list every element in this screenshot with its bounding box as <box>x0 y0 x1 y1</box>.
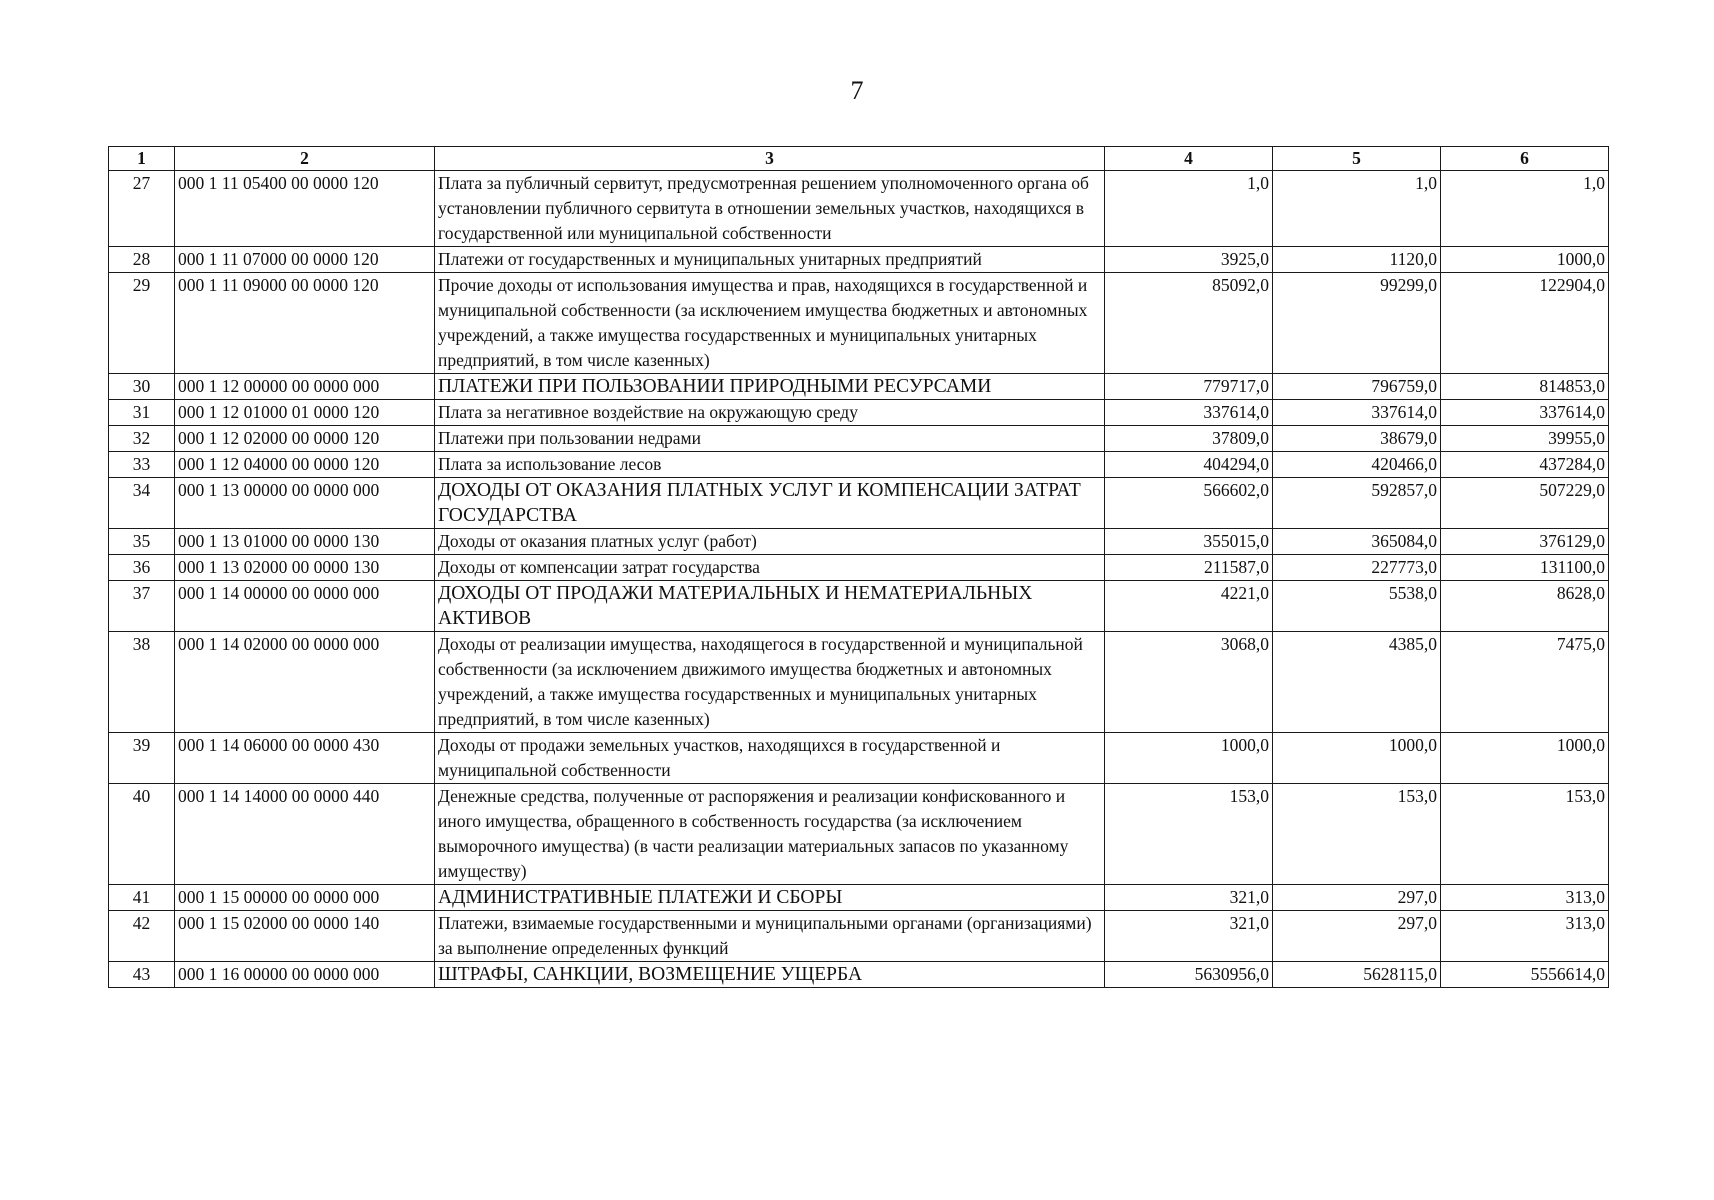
value-col5-cell: 297,0 <box>1273 885 1441 911</box>
value-col6-cell: 8628,0 <box>1441 581 1609 632</box>
value-col5-cell: 420466,0 <box>1273 452 1441 478</box>
value-col6-cell: 39955,0 <box>1441 426 1609 452</box>
table-row <box>109 911 1609 962</box>
budget-code-cell: 000 1 14 06000 00 0000 430 <box>175 733 435 784</box>
budget-code-cell: 000 1 11 07000 00 0000 120 <box>175 247 435 273</box>
budget-code-cell: 000 1 14 02000 00 0000 000 <box>175 632 435 733</box>
value-col4-cell: 355015,0 <box>1105 529 1273 555</box>
value-col5-cell: 227773,0 <box>1273 555 1441 581</box>
column-header-4: 4 <box>1105 147 1273 171</box>
row-number-cell: 41 <box>109 885 175 911</box>
header-row <box>109 147 1609 171</box>
column-header-2: 2 <box>175 147 435 171</box>
value-col6-cell: 814853,0 <box>1441 374 1609 400</box>
row-number-cell: 38 <box>109 632 175 733</box>
value-col4-cell: 566602,0 <box>1105 478 1273 529</box>
row-number-cell: 40 <box>109 784 175 885</box>
value-col5-cell: 38679,0 <box>1273 426 1441 452</box>
row-number-cell: 43 <box>109 962 175 988</box>
row-number-cell: 33 <box>109 452 175 478</box>
row-number-cell: 42 <box>109 911 175 962</box>
value-col6-cell: 313,0 <box>1441 885 1609 911</box>
row-number-cell: 31 <box>109 400 175 426</box>
table-row <box>109 452 1609 478</box>
budget-code-cell: 000 1 16 00000 00 0000 000 <box>175 962 435 988</box>
column-header-6: 6 <box>1441 147 1609 171</box>
value-col6-cell: 122904,0 <box>1441 273 1609 374</box>
value-col5-cell: 297,0 <box>1273 911 1441 962</box>
row-number-cell: 37 <box>109 581 175 632</box>
revenue-name-cell: ПЛАТЕЖИ ПРИ ПОЛЬЗОВАНИИ ПРИРОДНЫМИ РЕСУРСАМИ <box>435 374 1105 400</box>
value-col4-cell: 3068,0 <box>1105 632 1273 733</box>
revenue-name-cell: Денежные средства, полученные от распоряжения и реализации конфискованного и иного имущества, обращенного в собственность государства (за исключением выморочного имущества) (в части реализации материальных запасов по указанному имуществу) <box>435 784 1105 885</box>
budget-code-cell: 000 1 12 02000 00 0000 120 <box>175 426 435 452</box>
value-col6-cell: 313,0 <box>1441 911 1609 962</box>
value-col4-cell: 153,0 <box>1105 784 1273 885</box>
value-col4-cell: 321,0 <box>1105 885 1273 911</box>
value-col4-cell: 779717,0 <box>1105 374 1273 400</box>
row-number-cell: 36 <box>109 555 175 581</box>
budget-code-cell: 000 1 15 02000 00 0000 140 <box>175 911 435 962</box>
row-number-cell: 29 <box>109 273 175 374</box>
value-col5-cell: 796759,0 <box>1273 374 1441 400</box>
revenue-name-cell: Доходы от компенсации затрат государства <box>435 555 1105 581</box>
table-row <box>109 962 1609 988</box>
page-number: 7 <box>850 76 864 105</box>
budget-code-cell: 000 1 13 01000 00 0000 130 <box>175 529 435 555</box>
revenue-name-cell: Доходы от реализации имущества, находящегося в государственной и муниципальной собственности (за исключением движимого имущества бюджетных и автономных учреждений, а также имущества государственных и муниципальных унитарных предприятий, в том числе казенных) <box>435 632 1105 733</box>
revenue-name-cell: Прочие доходы от использования имущества и прав, находящихся в государственной и муниципальной собственности (за исключением имущества бюджетных и автономных учреждений, а также имущества государственных и муниципальных унитарных предприятий, в том числе казенных) <box>435 273 1105 374</box>
table-body <box>109 171 1609 988</box>
value-col4-cell: 3925,0 <box>1105 247 1273 273</box>
revenue-name-cell: ШТРАФЫ, САНКЦИИ, ВОЗМЕЩЕНИЕ УЩЕРБА <box>435 962 1105 988</box>
value-col5-cell: 1000,0 <box>1273 733 1441 784</box>
revenue-name-cell: Платежи от государственных и муниципальных унитарных предприятий <box>435 247 1105 273</box>
value-col5-cell: 365084,0 <box>1273 529 1441 555</box>
value-col4-cell: 1,0 <box>1105 171 1273 247</box>
revenue-name-cell: Плата за использование лесов <box>435 452 1105 478</box>
row-number-cell: 32 <box>109 426 175 452</box>
budget-code-cell: 000 1 12 01000 01 0000 120 <box>175 400 435 426</box>
value-col5-cell: 1120,0 <box>1273 247 1441 273</box>
table-row <box>109 400 1609 426</box>
table-row <box>109 581 1609 632</box>
column-header-1: 1 <box>109 147 175 171</box>
row-number-cell: 28 <box>109 247 175 273</box>
value-col6-cell: 131100,0 <box>1441 555 1609 581</box>
row-number-cell: 34 <box>109 478 175 529</box>
value-col5-cell: 337614,0 <box>1273 400 1441 426</box>
budget-code-cell: 000 1 14 14000 00 0000 440 <box>175 784 435 885</box>
table-row <box>109 885 1609 911</box>
table-row <box>109 171 1609 247</box>
revenue-name-cell: Плата за публичный сервитут, предусмотренная решением уполномоченного органа об установлении публичного сервитута в отношении земельных участков, находящихся в государственной или муниципальной собственности <box>435 171 1105 247</box>
value-col6-cell: 337614,0 <box>1441 400 1609 426</box>
value-col4-cell: 85092,0 <box>1105 273 1273 374</box>
table-row <box>109 374 1609 400</box>
value-col5-cell: 4385,0 <box>1273 632 1441 733</box>
revenue-name-cell: ДОХОДЫ ОТ ПРОДАЖИ МАТЕРИАЛЬНЫХ И НЕМАТЕРИАЛЬНЫХ АКТИВОВ <box>435 581 1105 632</box>
table-row <box>109 273 1609 374</box>
budget-code-cell: 000 1 13 02000 00 0000 130 <box>175 555 435 581</box>
revenue-name-cell: Платежи при пользовании недрами <box>435 426 1105 452</box>
value-col6-cell: 507229,0 <box>1441 478 1609 529</box>
value-col5-cell: 1,0 <box>1273 171 1441 247</box>
row-number-cell: 27 <box>109 171 175 247</box>
column-header-3: 3 <box>435 147 1105 171</box>
value-col5-cell: 5628115,0 <box>1273 962 1441 988</box>
value-col4-cell: 37809,0 <box>1105 426 1273 452</box>
table-header <box>109 147 1609 171</box>
value-col4-cell: 4221,0 <box>1105 581 1273 632</box>
value-col4-cell: 337614,0 <box>1105 400 1273 426</box>
value-col6-cell: 153,0 <box>1441 784 1609 885</box>
table-row <box>109 632 1609 733</box>
table-row <box>109 426 1609 452</box>
value-col6-cell: 7475,0 <box>1441 632 1609 733</box>
value-col5-cell: 153,0 <box>1273 784 1441 885</box>
value-col6-cell: 376129,0 <box>1441 529 1609 555</box>
table-row <box>109 784 1609 885</box>
value-col6-cell: 1,0 <box>1441 171 1609 247</box>
budget-code-cell: 000 1 14 00000 00 0000 000 <box>175 581 435 632</box>
table-row <box>109 529 1609 555</box>
value-col5-cell: 99299,0 <box>1273 273 1441 374</box>
budget-code-cell: 000 1 12 00000 00 0000 000 <box>175 374 435 400</box>
budget-code-cell: 000 1 12 04000 00 0000 120 <box>175 452 435 478</box>
value-col6-cell: 437284,0 <box>1441 452 1609 478</box>
row-number-cell: 30 <box>109 374 175 400</box>
column-header-5: 5 <box>1273 147 1441 171</box>
value-col6-cell: 1000,0 <box>1441 733 1609 784</box>
revenue-table <box>108 146 1609 988</box>
value-col4-cell: 5630956,0 <box>1105 962 1273 988</box>
table-row <box>109 247 1609 273</box>
value-col4-cell: 211587,0 <box>1105 555 1273 581</box>
table-row <box>109 733 1609 784</box>
row-number-cell: 39 <box>109 733 175 784</box>
budget-code-cell: 000 1 11 05400 00 0000 120 <box>175 171 435 247</box>
revenue-name-cell: ДОХОДЫ ОТ ОКАЗАНИЯ ПЛАТНЫХ УСЛУГ И КОМПЕНСАЦИИ ЗАТРАТ ГОСУДАРСТВА <box>435 478 1105 529</box>
table-row <box>109 478 1609 529</box>
value-col6-cell: 5556614,0 <box>1441 962 1609 988</box>
value-col4-cell: 404294,0 <box>1105 452 1273 478</box>
revenue-name-cell: Доходы от продажи земельных участков, находящихся в государственной и муниципальной собственности <box>435 733 1105 784</box>
value-col6-cell: 1000,0 <box>1441 247 1609 273</box>
revenue-name-cell: Платежи, взимаемые государственными и муниципальными органами (организациями) за выполнение определенных функций <box>435 911 1105 962</box>
row-number-cell: 35 <box>109 529 175 555</box>
revenue-name-cell: АДМИНИСТРАТИВНЫЕ ПЛАТЕЖИ И СБОРЫ <box>435 885 1105 911</box>
value-col4-cell: 321,0 <box>1105 911 1273 962</box>
value-col5-cell: 5538,0 <box>1273 581 1441 632</box>
table-row <box>109 555 1609 581</box>
budget-code-cell: 000 1 13 00000 00 0000 000 <box>175 478 435 529</box>
budget-code-cell: 000 1 15 00000 00 0000 000 <box>175 885 435 911</box>
budget-code-cell: 000 1 11 09000 00 0000 120 <box>175 273 435 374</box>
value-col4-cell: 1000,0 <box>1105 733 1273 784</box>
revenue-name-cell: Плата за негативное воздействие на окружающую среду <box>435 400 1105 426</box>
value-col5-cell: 592857,0 <box>1273 478 1441 529</box>
revenue-name-cell: Доходы от оказания платных услуг (работ) <box>435 529 1105 555</box>
